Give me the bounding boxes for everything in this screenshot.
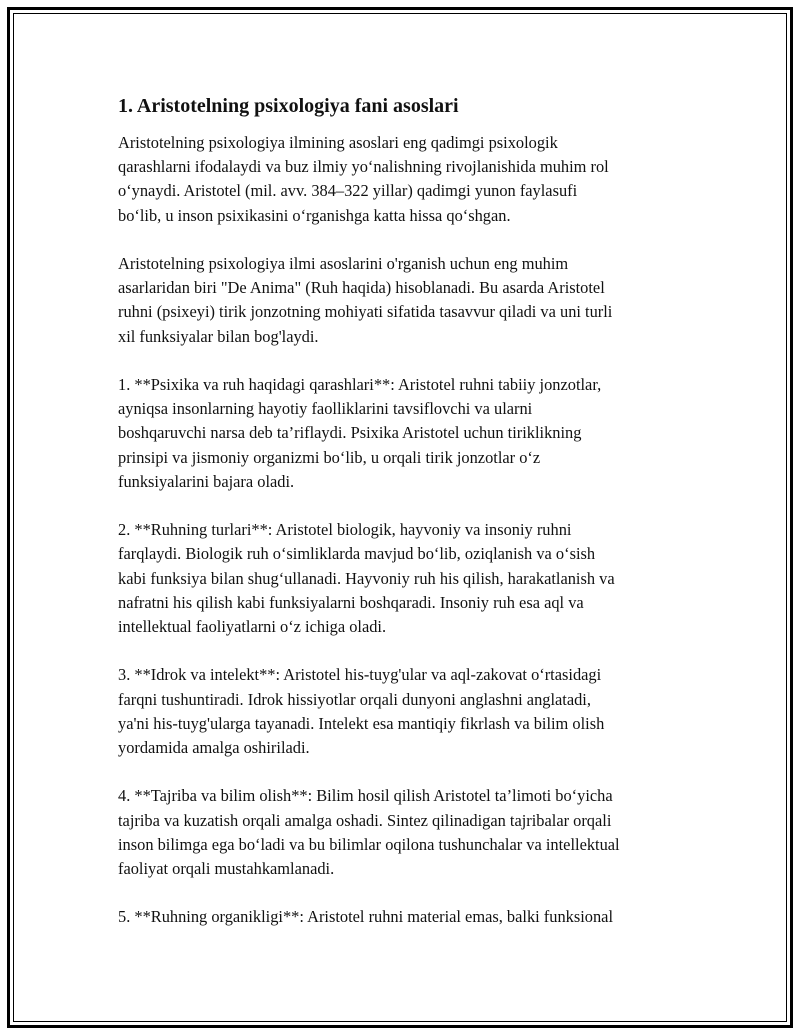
text-line: qarashlarni ifodalaydi va buz ilmiy yo‘nalishning rivojlanishida muhim rol [118,157,609,177]
text-line: Aristotelning psixologiya ilmi asoslarini o'rganish uchun eng muhim [118,254,569,273]
text-line: farqlaydi. Biologik ruh o‘simliklarda mavjud bo‘lib, oziqlanish va o‘sish [118,544,596,564]
text-line: xil funksiyalar bilan bog'laydi. [118,326,319,346]
text-line: ayniqsa insonlarning hayotiy faolliklarini tavsiflovchi va ularni [118,399,533,419]
text-line: faoliyat orqali mustahkamlanadi. [118,859,335,879]
text-line: tajriba va kuzatish orqali amalga oshadi. Sintez qilinadigan tajribalar orqali [118,810,612,830]
document-heading: 1. Aristotelning psixologiya fani asoslari [118,95,459,117]
text-line: ruhni (psixeyi) tirik jonzotning mohiyati sifatida tasavvur qiladi va uni turli [118,302,613,322]
paragraph-point-3 [118,663,688,760]
text-line: ya'ni his-tuyg'ularga tayanadi. Intelekt esa mantiqiy fikrlash va bilim olish [118,713,605,733]
paragraph-point-1 [118,373,688,494]
text-line: kabi funksiya bilan shug‘ullanadi. Hayvoniy ruh his qilish, harakatlanish va [118,568,615,588]
text-line: yordamida amalga oshiriladi. [118,738,310,758]
paragraph-intro [118,131,688,228]
text-line: farqni tushuntiradi. Idrok hissiyotlar orqali dunyoni anglashni anglatadi, [118,689,591,709]
document-body [118,94,688,954]
text-line: 5. **Ruhning organikligi**: Aristotel ruhni material emas, balki funksional [118,907,613,927]
text-line: inson bilimga ega bo‘ladi va bu bilimlar oqilona tushunchalar va intellektual [118,834,620,854]
text-line: Aristotelning psixologiya ilmining asoslari eng qadimgi psixologik [118,133,558,152]
text-line: 1. **Psixika va ruh haqidagi qarashlari**: Aristotel ruhni tabiiy jonzotlar, [118,375,602,394]
text-line: 4. **Tajriba va bilim olish**: Bilim hosil qilish Aristotel ta’limoti bo‘yicha [118,786,613,806]
paragraph-point-5 [118,905,688,929]
paragraph-de-anima [118,252,688,349]
text-line: nafratni his qilish kabi funksiyalarni boshqaradi. Insoniy ruh esa aql va [118,592,584,612]
text-line: asarlaridan biri "De Anima" (Ruh haqida) hisoblanadi. Bu asarda Aristotel [118,278,605,298]
text-line: o‘ynaydi. Aristotel (mil. avv. 384–322 yillar) qadimgi yunon faylasufi [118,181,578,201]
paragraph-point-2 [118,518,688,639]
text-line: funksiyalarini bajara oladi. [118,471,295,491]
paragraph-point-4 [118,784,688,881]
text-line: prinsipi va jismoniy organizmi bo‘lib, u orqali tirik jonzotlar o‘z [118,447,541,467]
text-line: bo‘lib, u inson psixikasini o‘rganishga katta hissa qo‘shgan. [118,205,511,225]
text-line: boshqaruvchi narsa deb ta’riflaydi. Psixika Aristotel uchun tiriklikning [118,423,582,443]
text-line: 3. **Idrok va intelekt**: Aristotel his-tuyg'ular va aql-zakovat o‘rtasidagi [118,665,602,685]
text-line: 2. **Ruhning turlari**: Aristotel biologik, hayvoniy va insoniy ruhni [118,520,572,540]
text-line: intellektual faoliyatlarni o‘z ichiga oladi. [118,617,387,637]
